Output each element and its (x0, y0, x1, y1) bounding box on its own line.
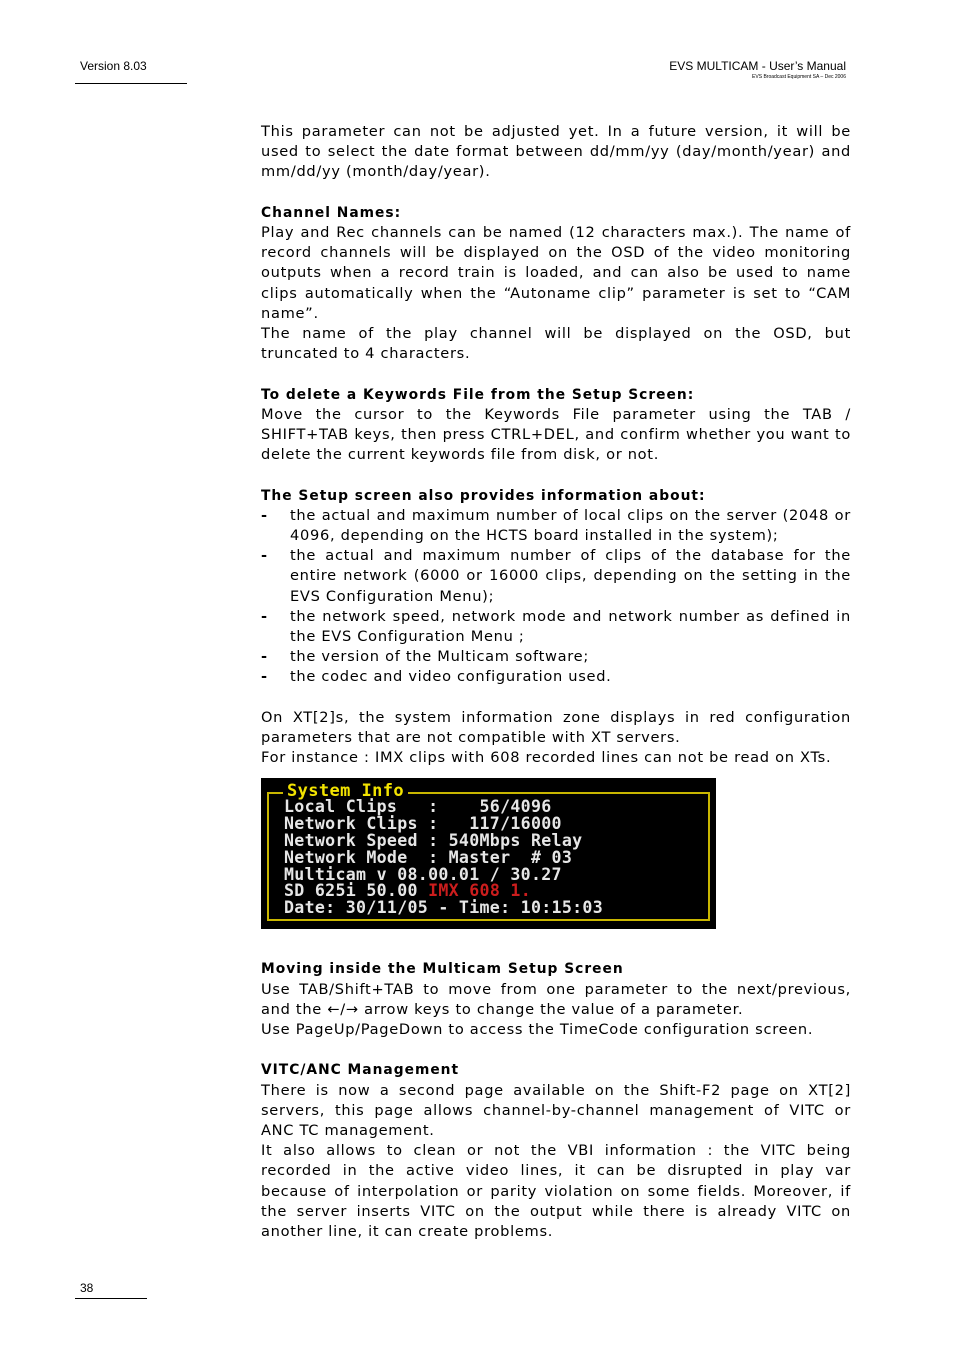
vitc-heading: VITC/ANC Management (261, 1062, 460, 1079)
date-time-line: Date: 30/11/05 - Time: 10:15:03 (284, 898, 603, 918)
vitc-paragraph-2: It also allows to clean or not the VBI information : the VITC being recorded in the active video lines, it can be disrupted in play var because of interpolation or parity violation on some fields. Moreover, if the server inserts VITC on the output while there is already VITC on another line, it can create problems. (261, 1142, 851, 1241)
local-clips-line: Local Clips : 56/4096 (284, 797, 552, 817)
channel-names-heading: Channel Names: (261, 204, 402, 221)
list-item: - the codec and video configuration used. (261, 667, 851, 687)
system-info-title: System Info (283, 782, 408, 800)
list-item: - the network speed, network mode and network number as defined in the EVS Configuration Menu ; (261, 607, 851, 646)
delete-keywords-heading: To delete a Keywords File from the Setup Screen: (261, 386, 695, 403)
list-item: - the version of the Multicam software; (261, 647, 851, 667)
list-item: - the actual and maximum number of clips of the database for the entire network (6000 or 16000 clips, depending on the setting in the EVS Configuration Menu); (261, 547, 851, 605)
delete-keywords-paragraph: Move the cursor to the Keywords File parameter using the TAB / SHIFT+TAB keys, then press CTRL+DEL, and confirm whether you want to delete the current keywords file from disk, or not. (261, 405, 851, 464)
moving-paragraph-2: Use PageUp/PageDown to access the TimeCode configuration screen. (261, 1021, 814, 1039)
intro-paragraph: This parameter can not be adjusted yet. In a future version, it will be used to select the date format between dd/mm/yy (day/month/year) and mm/dd/yy (month/day/year). (261, 123, 851, 181)
channel-names-paragraph-2: The name of the play channel will be displayed on the OSD, but truncated to 4 characters. (261, 325, 851, 363)
document-header (669, 59, 846, 81)
network-speed-line: Network Speed : 540Mbps Relay (284, 831, 583, 851)
bullet-dash: - (261, 547, 268, 565)
system-info-screenshot (261, 778, 716, 929)
video-config-value: SD 625i 50.00 (284, 881, 429, 901)
list-item: - the actual and maximum number of local clips on the server (2048 or 4096, depending on the HCTS board installed in the system); (261, 506, 851, 545)
xt-note-paragraph-2: For instance : IMX clips with 608 recorded lines can not be read on XTs. (261, 749, 832, 767)
header-rule (75, 83, 187, 84)
bullet-dash: - (261, 506, 268, 524)
manual-title: EVS MULTICAM - User’s Manual (669, 59, 846, 73)
page-number: 38 (80, 1281, 94, 1295)
bullet-dash: - (261, 668, 268, 686)
bullet-dash: - (261, 607, 268, 625)
moving-heading: Moving inside the Multicam Setup Screen (261, 961, 624, 978)
xt-note-paragraph-1: On XT[2]s, the system information zone displays in red configuration parameters that are not compatible with XT servers. (261, 708, 851, 747)
network-clips-line: Network Clips : 117/16000 (284, 814, 562, 834)
moving-paragraph-1: Use TAB/Shift+TAB to move from one parameter to the next/previous, and the ←/→ arrow keys to change the value of a parameter. (261, 980, 851, 1018)
publisher-line: EVS Broadcast Equipment SA – Dec 2006 (752, 74, 846, 80)
multicam-version-line: Multicam v 08.00.01 / 30.27 (284, 864, 562, 884)
body-text (261, 122, 851, 1242)
vitc-paragraph-1: There is now a second page available on the Shift-F2 page on XT[2] servers, this page allows channel-by-channel management of VITC or ANC TC management. (261, 1081, 851, 1140)
channel-names-paragraph-1: Play and Rec channels can be named (12 characters max.). The name of record channels will be displayed on the OSD of the video monitoring outputs when a record train is loaded, and can also be used to name clips automatically when the “Autoname clip” parameter is set to “CAM name”. (261, 224, 851, 322)
version-label: Version 8.03 (80, 59, 147, 73)
setup-info-heading: The Setup screen also provides information about: (261, 487, 706, 504)
incompatible-codec-value: IMX 608 1. (428, 881, 531, 901)
system-info-lines (284, 799, 603, 917)
footer-rule (75, 1298, 147, 1299)
network-mode-line: Network Mode : Master # 03 (284, 847, 573, 867)
setup-info-list (261, 506, 851, 688)
bullet-dash: - (261, 648, 268, 666)
